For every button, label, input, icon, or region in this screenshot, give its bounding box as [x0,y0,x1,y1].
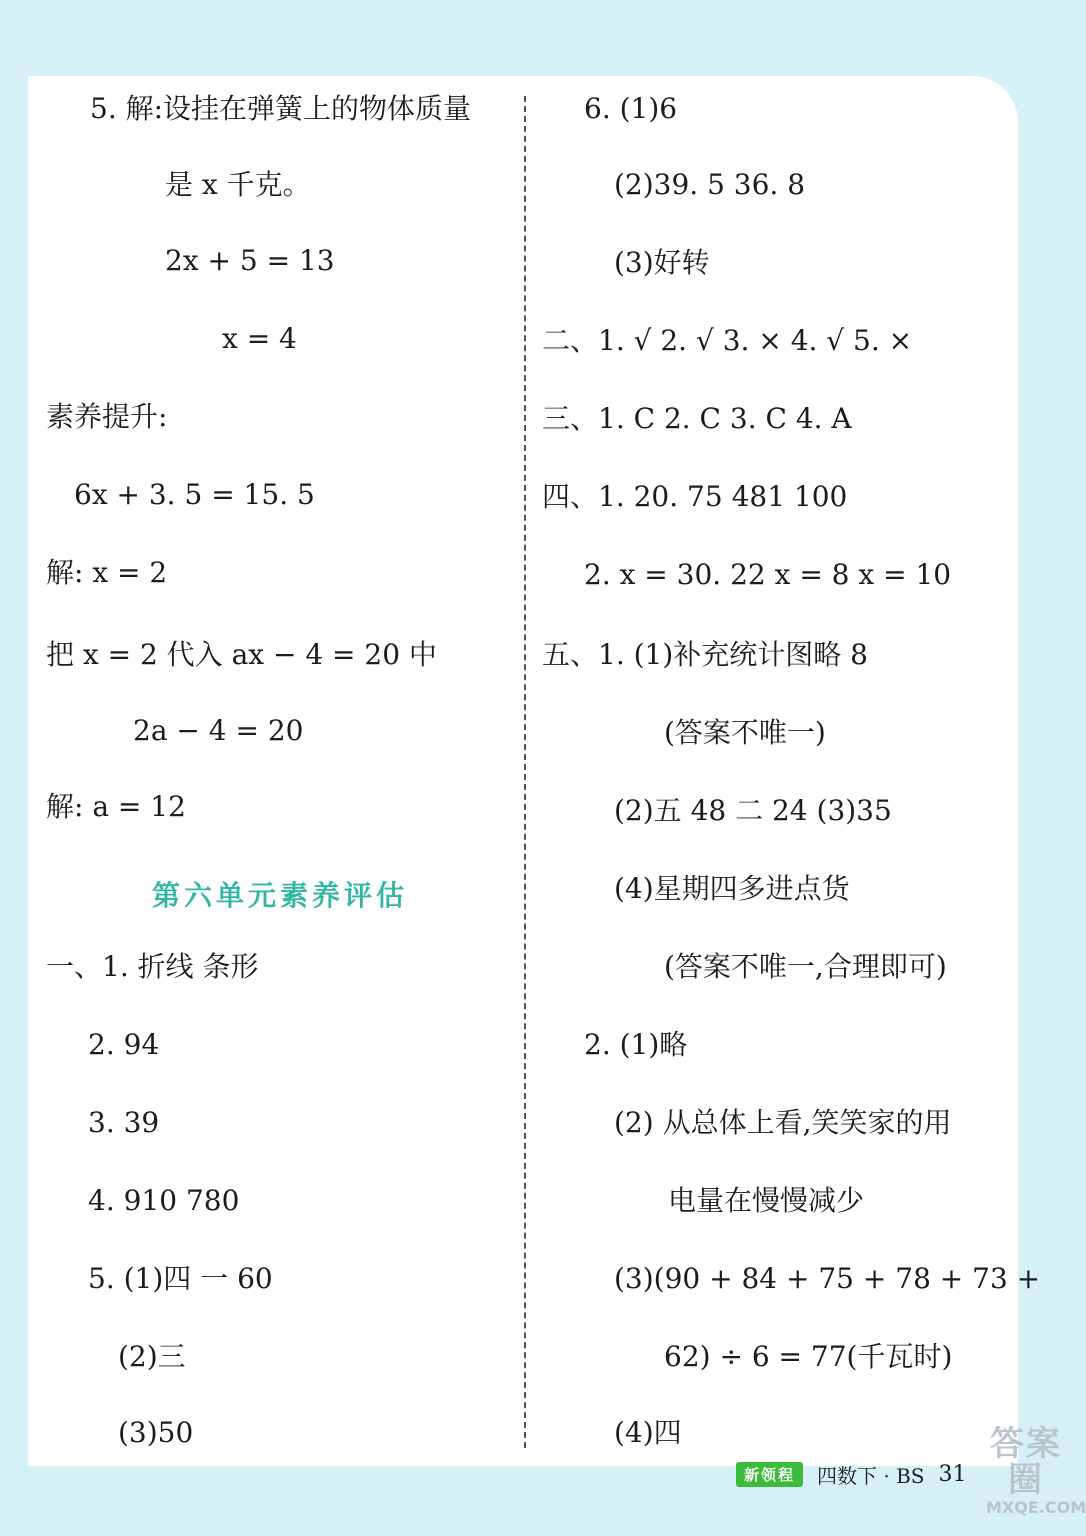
section5-q1-4: (4)星期四多进点货 [614,872,850,905]
q5-line2: 是 x 千克。 [165,168,311,201]
section1-q3: 3. 39 [88,1106,160,1139]
section3-answers: 三、1. C 2. C 3. C 4. A [542,402,852,435]
suyang-solution-2: 解: a = 12 [46,790,186,823]
section1-q5-3: (3)50 [118,1416,194,1449]
suyang-equation-2: 2a − 4 = 20 [133,714,304,747]
suyang-equation-1: 6x + 3. 5 = 15. 5 [74,478,315,511]
q5-equation-2: x = 4 [222,322,297,355]
column-divider [524,96,526,1448]
answer-page [28,76,1018,1466]
page-number: 31 [938,1461,967,1487]
suyang-title: 素养提升: [46,400,168,433]
section5-q1-note: (答案不唯一) [664,716,826,749]
section1-q1: 一、1. 折线 条形 [46,950,259,983]
page-footer [736,1460,967,1488]
section1-q4: 4. 910 780 [88,1184,240,1217]
section4-q2: 2. x = 30. 22 x = 8 x = 10 [584,558,952,591]
q5-equation-1: 2x + 5 = 13 [165,244,335,277]
section4-q1: 四、1. 20. 75 481 100 [542,480,848,513]
section1-q5-2: (2)三 [118,1340,186,1373]
grade-label: 四数下 · BS [817,1463,925,1488]
section5-q1-note2: (答案不唯一,合理即可) [664,950,947,983]
q6-1: 6. (1)6 [584,92,678,125]
brand-badge: 新领程 [736,1462,803,1487]
watermark-logo: 答案圈 [990,1424,1062,1500]
suyang-solution-1: 解: x = 2 [46,556,168,589]
section5-q2-2a: (2) 从总体上看,笑笑家的用 [614,1106,952,1139]
q5-line1: 5. 解:设挂在弹簧上的物体质量 [90,92,472,125]
section1-q2: 2. 94 [88,1028,160,1061]
section5-q1-1: 五、1. (1)补充统计图略 8 [542,638,868,671]
section2-answers: 二、1. √ 2. √ 3. × 4. √ 5. × [542,324,913,357]
section5-q1-2: (2)五 48 二 24 (3)35 [614,794,892,827]
section5-q2-1: 2. (1)略 [584,1028,688,1061]
q6-3: (3)好转 [614,246,710,279]
section5-q2-3b: 62) ÷ 6 = 77(千瓦时) [664,1340,953,1373]
q6-2: (2)39. 5 36. 8 [614,168,806,201]
section-title: 第六单元素养评估 [152,879,409,912]
section5-q2-3a: (3)(90 + 84 + 75 + 78 + 73 + [614,1262,1041,1295]
section1-q5-1: 5. (1)四 一 60 [88,1262,273,1295]
watermark-url: MXQE.COM [986,1498,1086,1517]
section5-q2-4: (4)四 [614,1416,682,1449]
watermark [986,1424,1086,1517]
suyang-substitute: 把 x = 2 代入 ax − 4 = 20 中 [46,638,437,671]
section5-q2-2b: 电量在慢慢减少 [668,1184,865,1217]
